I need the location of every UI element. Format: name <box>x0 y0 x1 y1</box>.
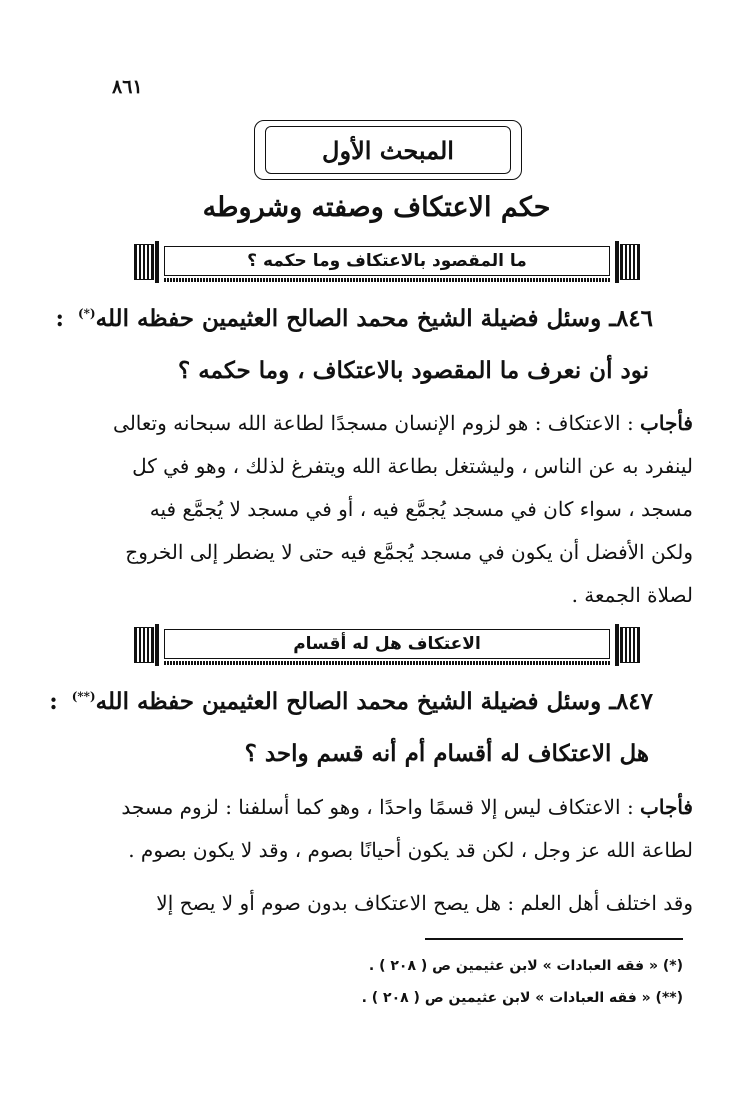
continuation-paragraph <box>70 882 693 925</box>
main-title: حكم الاعتكاف وصفته وشروطه <box>202 192 551 223</box>
section-banner-1 <box>134 244 640 280</box>
footnote-marker: (**) <box>71 689 96 704</box>
question-prefix: ٨٤٦ـ وسئل فضيلة الشيخ محمد الصالح العثيمين حفظه الله <box>95 305 653 332</box>
footnote-separator <box>425 938 683 940</box>
footnote-1: (*) « فقه العبادات » لابن عثيمين ص ( ٢٠٨ ) . <box>368 958 683 974</box>
section-heading: الاعتكاف هل له أقسام <box>293 634 481 654</box>
section-heading: ما المقصود بالاعتكاف وما حكمه ؟ <box>247 251 527 271</box>
answer-line: مسجد ، سواء كان في مسجد يُجمَّع فيه ، أو في مسجد لا يُجمَّع فيه <box>149 497 693 521</box>
answer-line: فأجاب : الاعتكاف ليس إلا قسمًا واحدًا ، وهو كما أسلفنا : لزوم مسجد <box>121 795 693 819</box>
question-text-1: نود أن نعرف ما المقصود بالاعتكاف ، وما حكمه ؟ <box>178 357 649 384</box>
question-prefix: ٨٤٧ـ وسئل فضيلة الشيخ محمد الصالح العثيمين حفظه الله <box>95 688 653 715</box>
answer-line: لصلاة الجمعة . <box>571 583 693 607</box>
chapter-title-inner-frame <box>265 126 511 174</box>
question-intro-1 <box>55 305 653 332</box>
answer-line: فأجاب : الاعتكاف : هو لزوم الإنسان مسجدًا لطاعة الله سبحانه وتعالى <box>113 411 693 435</box>
section-banner-2 <box>134 627 640 663</box>
answer-paragraph-2 <box>70 786 693 872</box>
footnote-2: (**) « فقه العبادات » لابن عثيمين ص ( ٢٠٨ ) . <box>361 990 683 1006</box>
banner-ornament-right <box>620 244 640 280</box>
banner-ornament-left <box>134 244 154 280</box>
page-number: ٨٦١ <box>112 76 143 98</box>
answer-lead: فأجاب <box>640 411 693 435</box>
question-colon: : <box>49 688 58 715</box>
answer-line: لينفرد به عن الناس ، وليشتغل بطاعة الله ويتفرغ لذلك ، وهو في كل <box>132 454 693 478</box>
continuation-line: وقد اختلف أهل العلم : هل يصح الاعتكاف بدون صوم أو لا يصح إلا <box>156 891 693 915</box>
question-colon: : <box>55 305 64 332</box>
chapter-title-frame <box>254 120 522 180</box>
banner-ornament-left <box>134 627 154 663</box>
question-intro-2 <box>49 688 653 715</box>
banner-body <box>164 629 610 659</box>
banner-ornament-right <box>620 627 640 663</box>
banner-body <box>164 246 610 276</box>
answer-lead: فأجاب <box>640 795 693 819</box>
answer-paragraph-1 <box>70 402 693 617</box>
answer-line: لطاعة الله عز وجل ، لكن قد يكون أحيانًا بصوم ، وقد لا يكون بصوم . <box>128 838 693 862</box>
chapter-title: المبحث الأول <box>322 135 454 165</box>
answer-line: ولكن الأفضل أن يكون في مسجد يُجمَّع فيه حتى لا يضطر إلى الخروج <box>125 540 693 564</box>
question-text-2: هل الاعتكاف له أقسام أم أنه قسم واحد ؟ <box>244 740 649 767</box>
footnote-marker: (*) <box>77 306 96 321</box>
